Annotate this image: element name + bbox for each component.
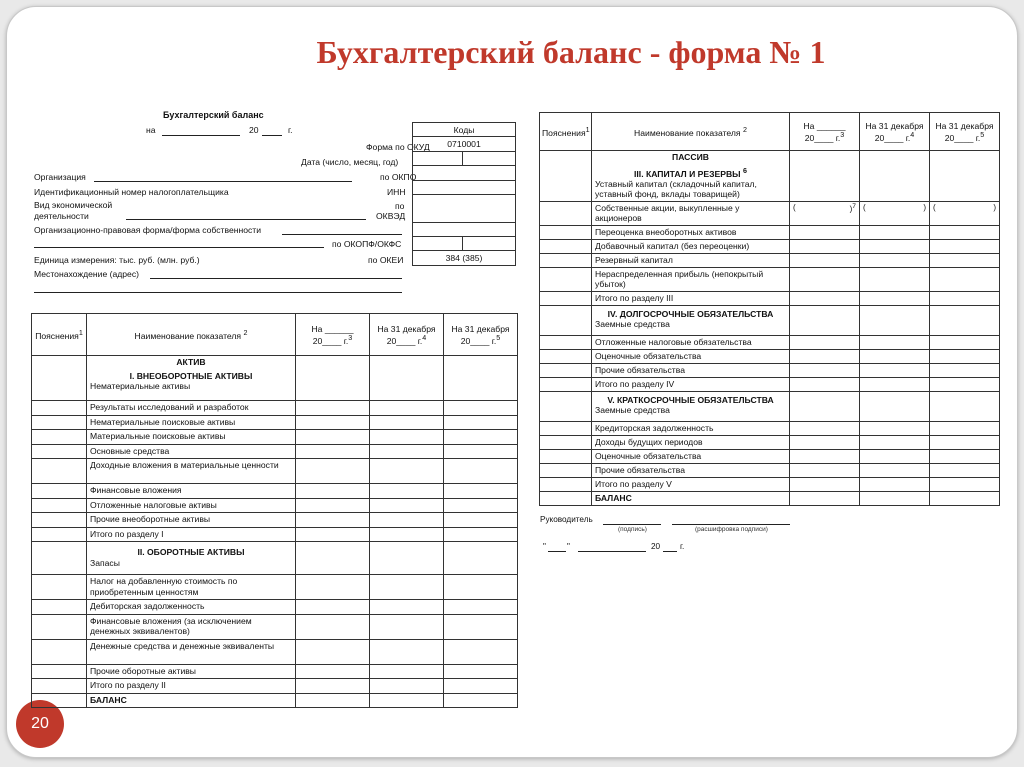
table-row — [540, 391, 1000, 421]
legal-form-blank-2 — [34, 247, 324, 248]
row-label: Оценочные обязательства — [592, 349, 790, 363]
okopf-label: по ОКОПФ/ОКФС — [332, 239, 402, 249]
okved-label-1: по — [395, 201, 405, 211]
page-number-badge: 20 — [16, 700, 64, 748]
table-row — [32, 444, 518, 459]
units-label: Единица измерения: тыс. руб. (млн. руб.) — [34, 255, 200, 265]
row-label: Оценочные обязательства — [592, 449, 790, 463]
okpo-code — [413, 166, 516, 180]
notes-header: Пояснения$^1$ — [540, 113, 592, 151]
row-label: Отложенные налоговые активы — [87, 498, 296, 513]
row-label: Запасы — [90, 557, 120, 568]
inn-description: Идентификационный номер налогоплательщика — [34, 187, 229, 197]
row-label: Итого по разделу III — [592, 291, 790, 305]
okved-code — [413, 194, 516, 222]
legal-form-blank — [282, 234, 402, 235]
location-blank-2 — [34, 292, 402, 293]
table-row — [540, 349, 1000, 363]
table-row — [32, 614, 518, 639]
row-label: Доходные вложения в материальные ценности — [87, 459, 296, 484]
name-header: Наименование показателя $^2$ — [87, 314, 296, 356]
assets-heading: АКТИВ — [176, 357, 206, 367]
col3-header: На 31 декабря 20____ г.$^5$ — [930, 113, 1000, 151]
row-label: Заемные средства — [595, 405, 670, 416]
okei-code: 384 (385) — [413, 251, 516, 265]
row-label: Денежные средства и денежные эквиваленты — [87, 639, 296, 664]
inn-code — [413, 180, 516, 194]
table-row — [32, 575, 518, 600]
table-row — [32, 639, 518, 664]
row-label: Налог на добавленную стоимость по приобретенным ценностям — [87, 575, 296, 600]
section-2-title: II. ОБОРОТНЫЕ АКТИВЫ — [137, 547, 245, 557]
table-row — [32, 600, 518, 615]
table-row — [32, 356, 518, 401]
row-label: Нематериальные поисковые активы — [87, 415, 296, 430]
row-label: Уставный капитал (складочный капитал, уставный фонд, вклады товарищей) — [595, 178, 757, 200]
section-5-title: V. КРАТКОСРОЧНЫЕ ОБЯЗАТЕЛЬСТВА — [607, 394, 774, 405]
table-row — [32, 430, 518, 445]
sign-year-suffix: г. — [680, 542, 685, 551]
okei-label: по ОКЕИ — [368, 255, 404, 265]
row-label: Резервный капитал — [592, 253, 790, 267]
table-row — [32, 498, 518, 513]
name-header: Наименование показателя $^2$ — [592, 113, 790, 151]
assets-table — [31, 313, 518, 708]
location-label: Местонахождение (адрес) — [34, 269, 139, 279]
location-blank — [150, 278, 402, 279]
liabilities-heading: ПАССИВ — [672, 152, 709, 162]
row-label: Финансовые вложения — [87, 484, 296, 499]
date-prefix: на — [146, 125, 156, 135]
balance-total-label: БАЛАНС — [592, 491, 790, 505]
year-suffix: г. — [288, 125, 293, 135]
row-label: Доходы будущих периодов — [592, 435, 790, 449]
table-row — [540, 239, 1000, 253]
okfs-code — [463, 236, 516, 250]
table-row — [32, 679, 518, 694]
inn-label: ИНН — [387, 187, 406, 197]
codes-heading: Коды — [413, 123, 516, 137]
row-label: Основные средства — [87, 444, 296, 459]
col2-header: На 31 декабря 20____ г.$^4$ — [860, 113, 930, 151]
sign-year-prefix: 20 — [651, 542, 661, 551]
row-label: Дебиторская задолженность — [87, 600, 296, 615]
table-row — [32, 527, 518, 542]
date-blank — [162, 135, 240, 136]
row-label: Прочие обязательства — [592, 363, 790, 377]
row-label: Отложенные налоговые обязательства — [592, 335, 790, 349]
head-label: Руководитель — [540, 515, 593, 524]
table-row — [32, 664, 518, 679]
row-label: Прочие внеоборотные активы — [87, 513, 296, 528]
table-row — [32, 542, 518, 575]
okopf-code — [413, 236, 463, 250]
section-3-title: III. КАПИТАЛ И РЕЗЕРВЫ $^6$ — [634, 166, 747, 179]
row-label: Итого по разделу IV — [592, 377, 790, 391]
row-label: Финансовые вложения (за исключением денежных эквивалентов) — [87, 614, 296, 639]
row-label: Прочие оборотные активы — [87, 664, 296, 679]
day-blank — [548, 551, 566, 552]
table-row: Собственные акции, выкупленные у акционеров ( )$^7$ ( ) ( ) — [540, 201, 1000, 225]
codes-table — [412, 122, 516, 266]
year-blank — [262, 135, 282, 136]
okpo-label: по ОКПО — [380, 172, 417, 182]
table-row — [540, 477, 1000, 491]
row-label: Нераспределенная прибыль (непокрытый убыток) — [592, 267, 790, 291]
row-label: Результаты исследований и разработок — [87, 401, 296, 416]
row-label: Кредиторская задолженность — [592, 421, 790, 435]
liabilities-header-row — [540, 113, 1000, 151]
month-blank — [578, 551, 646, 552]
col3-header: На 31 декабря 20____ г.$^5$ — [444, 314, 518, 356]
row-label: Нематериальные активы — [90, 381, 191, 391]
liabilities-table — [539, 112, 1000, 506]
table-row — [540, 291, 1000, 305]
table-row — [540, 491, 1000, 505]
table-row — [540, 377, 1000, 391]
okopf-code-top — [413, 222, 516, 236]
year-prefix: 20 — [249, 125, 259, 135]
table-row — [540, 225, 1000, 239]
row-label: Итого по разделу II — [87, 679, 296, 694]
organization-label: Организация — [34, 172, 86, 182]
activity-blank — [126, 219, 366, 220]
table-row — [540, 463, 1000, 477]
table-row — [540, 151, 1000, 202]
decode-caption: (расшифровка подписи) — [695, 526, 768, 533]
okved-label-2: ОКВЭД — [376, 211, 406, 221]
table-row — [32, 693, 518, 708]
section-4-title: IV. ДОЛГОСРОЧНЫЕ ОБЯЗАТЕЛЬСТВА — [607, 308, 774, 319]
date-code-year — [463, 151, 516, 165]
okud-label: Форма по ОКУД — [366, 142, 430, 152]
row-label: Материальные поисковые активы — [87, 430, 296, 445]
form-title: Бухгалтерский баланс — [163, 110, 264, 120]
table-row — [540, 421, 1000, 435]
table-row — [540, 449, 1000, 463]
table-row — [32, 484, 518, 499]
row-label: Переоценка внеоборотных активов — [592, 225, 790, 239]
col1-header: На ______ 20____ г.$^3$ — [296, 314, 370, 356]
table-row — [540, 305, 1000, 335]
table-row — [32, 513, 518, 528]
table-row — [540, 335, 1000, 349]
col2-header: На 31 декабря 20____ г.$^4$ — [370, 314, 444, 356]
table-row — [32, 459, 518, 484]
sign-year-blank — [663, 551, 677, 552]
date-open-quote: " — [543, 542, 546, 551]
table-row — [540, 267, 1000, 291]
notes-header: Пояснения$^1$ — [32, 314, 87, 356]
organization-blank — [94, 181, 352, 182]
decode-line — [672, 524, 790, 525]
assets-header-row — [32, 314, 518, 356]
table-row — [540, 363, 1000, 377]
balance-total-label: БАЛАНС — [87, 693, 296, 708]
row-label: Добавочный капитал (без переоценки) — [592, 239, 790, 253]
signature-caption: (подпись) — [618, 526, 647, 533]
row-label: Итого по разделу V — [592, 477, 790, 491]
okud-code: 0710001 — [413, 137, 516, 151]
date-label: Дата (число, месяц, год) — [301, 157, 399, 167]
date-close-quote: " — [567, 542, 570, 551]
slide-title: Бухгалтерский баланс - форма № 1 — [316, 34, 826, 70]
activity-label-1: Вид экономической — [34, 200, 113, 210]
table-row — [540, 435, 1000, 449]
signature-line — [603, 524, 661, 525]
date-code-day — [413, 151, 463, 165]
table-row — [32, 401, 518, 416]
table-row — [540, 253, 1000, 267]
row-label: Итого по разделу I — [87, 527, 296, 542]
legal-form-label: Организационно-правовая форма/форма собственности — [34, 225, 262, 235]
row-label: Заемные средства — [595, 319, 670, 330]
row-label: Собственные акции, выкупленные у акционеров — [592, 201, 790, 225]
row-label: Прочие обязательства — [592, 463, 790, 477]
activity-label-2: деятельности — [34, 211, 89, 221]
section-1-title: I. ВНЕОБОРОТНЫЕ АКТИВЫ — [129, 370, 253, 381]
table-row — [32, 415, 518, 430]
col1-header: На ______ 20____ г.$^3$ — [790, 113, 860, 151]
